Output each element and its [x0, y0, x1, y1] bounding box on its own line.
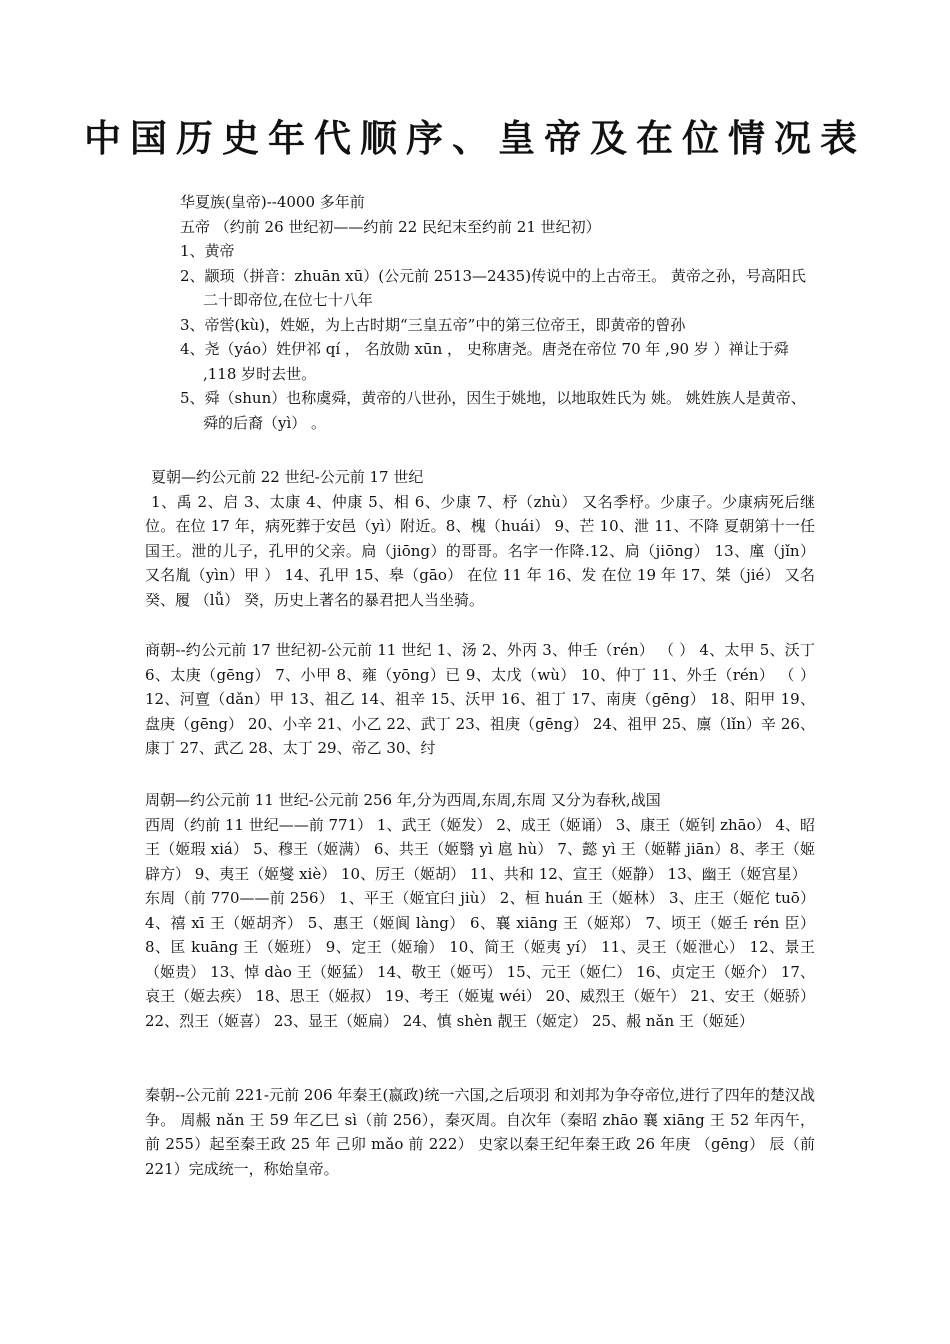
qin-text: 秦朝--公元前 221-元前 206 年秦王(嬴政)统一六国,之后项羽 和刘邦为争夺帝位,进行了四年的楚汉战争。 周赧 nǎn 王 59 年乙巳 sì（前 256），秦灭周。自次年（秦昭 zhāo 襄 xiāng 王 52 年丙午，前 255）起至秦王政 25 年 己卯 mǎo 前 222） 史家以秦王纪年秦王政 26 年庚 （gēng） 辰（前 221）完成统一，称始皇帝。	[145, 1086, 815, 1178]
east-zhou-text: 东周（前 770——前 256） 1、平王（姬宜臼 jiù） 2、桓 huán 王（姬林） 3、庄王（姬佗 tuō） 4、禧 xī 王（姬胡齐） 5、惠王（姬阆 làng） 6、襄 xiāng 王（姬郑） 7、顷王（姬壬 rén 臣） 8、匡 kuāng 王（姬班） 9、定王（姬瑜） 10、简王（姬夷 yí） 11、灵王（姬泄心） 12、景王（姬贵） 13、悼 dào 王（姬猛） 14、敬王（姬丐） 15、元王（姬仁） 16、贞定王（姬介） 17、哀王（姬去疾） 18、思王（姬叔） 19、考王（姬嵬 wéi） 20、威烈王（姬午） 21、安王（姬骄） 22、烈王（姬喜） 23、显王（姬扁） 24、慎 shèn 靓王（姬定） 25、赧 nǎn 王（姬延）	[145, 889, 815, 1030]
zhou-heading: 周朝—约公元前 11 世纪-公元前 256 年,分为西周,东周,东周 又分为春秋,战国	[145, 791, 661, 809]
page-title: 中国历史年代顺序、皇帝及在位情况表	[84, 116, 866, 160]
xia-section	[145, 465, 815, 612]
qin-section	[145, 1083, 815, 1181]
xia-heading: 夏朝—约公元前 22 世纪-公元前 17 世纪	[151, 468, 424, 486]
emperor-item: 4、尧（yáo）姓伊祁 qí ， 名放勋 xūn ， 史称唐尧。唐尧在帝位 70 年 ,90 岁 ）禅让于舜 ,118 岁时去世。	[180, 340, 789, 383]
intro-section	[180, 190, 820, 435]
zhou-section	[145, 788, 815, 1033]
xia-text: 1、禹 2、启 3、太康 4、仲康 5、相 6、少康 7、杼（zhù） 又名季杼。少康子。少康病死后继位。在位 17 年，病死葬于安邑（yì）附近。8、槐（huái） 9、芒 10、泄 11、不降 夏朝第十一任国王。泄的儿子，孔甲的父亲。扃（jiōng）的哥哥。名字一作降.12、扃（jiōng） 13、廑（jǐn） 又名胤（yìn）甲 ） 14、孔甲 15、皋（gāo） 在位 11 年 16、发 在位 19 年 17、桀（jié） 又名癸、履 （lǚ） 癸，历史上著名的暴君把人当坐骑。	[145, 492, 815, 609]
five-emperors-heading: 五帝 （约前 26 世纪初——约前 22 民纪末至约前 21 世纪初）	[180, 217, 601, 236]
intro-line: 华夏族(皇帝)--4000 多年前	[180, 193, 365, 211]
west-zhou-text: 西周（约前 11 世纪——前 771） 1、武王（姬发） 2、成王（姬诵） 3、康王（姬钊 zhāo） 4、昭王（姬瑕 xiá） 5、穆王（姬满） 6、共王（姬翳 yì 扈 hù） 7、懿 yì 王（姬鞯 jiān）8、孝王（姬辟方） 9、夷王（姬燮 xiè） 10、厉王（姬胡） 11、共和 12、宣王（姬静） 13、幽王（姬宫星）	[145, 815, 815, 883]
emperor-item: 5、舜（shun）也称虞舜，黄帝的八世孙，因生于姚地，以地取姓氏为 姚。 姚姓族人是黄帝、舜的后裔（yì） 。	[180, 389, 806, 432]
shang-text: 商朝--约公元前 17 世纪初-公元前 11 世纪 1、汤 2、外丙 3、仲壬（rén） （ ） 4、太甲 5、沃丁 6、太庚（gēng） 7、小甲 8、雍（yōng）已 9、太戊（wù） 10、仲丁 11、外壬（rén） （ ） 12、河亶（dǎn）甲 13、祖乙 14、祖辛 15、沃甲 16、祖丁 17、南庚（gēng） 18、阳甲 19、盘庚（gēng） 20、小辛 21、小乙 22、武丁 23、祖庚（gēng） 24、祖甲 25、廪（lǐn）辛 26、康丁 27、武乙 28、太丁 29、帝乙 30、纣	[145, 641, 815, 757]
emperor-item: 2、颛顼（拼音：zhuān xū）(公元前 2513—2435)传说中的上古帝王。 黄帝之孙，号高阳氏二十即帝位,在位七十八年	[180, 266, 806, 309]
emperor-item: 1、黄帝	[180, 242, 235, 260]
shang-section	[145, 638, 815, 761]
emperor-item: 3、帝喾(kù)，姓姬，为上古时期“三皇五帝”中的第三位帝王，即黄帝的曾孙	[180, 315, 686, 334]
